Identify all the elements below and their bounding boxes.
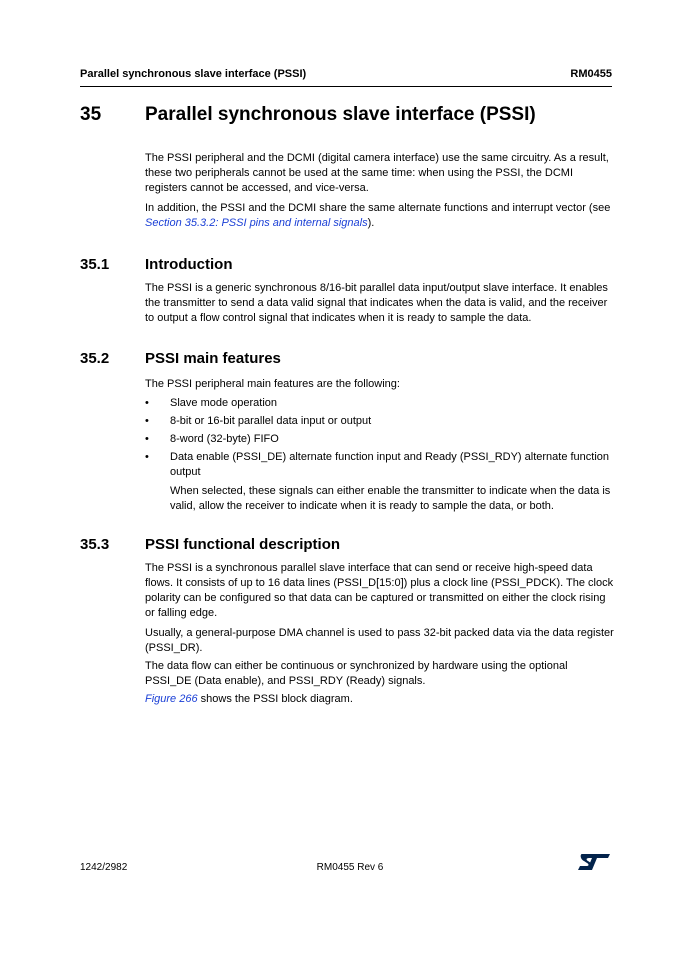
list-item-text: Data enable (PSSI_DE) alternate function input and Ready (PSSI_RDY) alternate function output: [170, 451, 610, 478]
st-logo-icon: [577, 852, 611, 877]
figure-link[interactable]: Figure 266: [145, 693, 198, 705]
list-item-text: 8-bit or 16-bit parallel data input or output: [170, 415, 372, 427]
st-logo-graphic: [577, 852, 611, 872]
section-link[interactable]: Section 35.3.2: PSSI pins and internal signals: [145, 217, 368, 229]
functional-paragraph-3: The data flow can either be continuous or synchronized by hardware using the optional PSSI_DE (Data enable), and PSSI_RDY (Ready) signals.: [145, 660, 568, 687]
running-header-title: Parallel synchronous slave interface (PSSI): [80, 68, 307, 80]
intro-text-end: ).: [367, 217, 375, 229]
list-item-text: Slave mode operation: [170, 397, 278, 409]
section-title-1: Introduction: [145, 256, 233, 273]
bullet-note: When selected, these signals can either enable the transmitter to indicate when the data is valid, allow the receiver to indicate when it is ready to sample the data, or both.: [170, 485, 611, 512]
section-title-2: PSSI main features: [145, 350, 281, 367]
list-item-text: 8-word (32-byte) FIFO: [170, 433, 279, 445]
functional-paragraph-2: Usually, a general-purpose DMA channel is used to pass 32-bit packed data via the data register (PSSI_DR).: [145, 627, 614, 654]
chapter-title: Parallel synchronous slave interface (PSSI): [145, 104, 536, 125]
intro-paragraph-1: The PSSI peripheral and the DCMI (digital camera interface) use the same circuitry. As a result, these two peripherals cannot be used at the same time: when using the PSSI, the DCMI registers cannot be accessed, and vice-versa.: [145, 152, 609, 194]
functional-paragraph-1: The PSSI is a synchronous parallel slave interface that can send or receive high-speed data flows. It consists of up to 16 data lines (PSSI_D[15:0]) plus a clock line (PSSI_PDCK). The clock polarity can be configured so that data can be captured or transmitted on either the clock rising or falling edge.: [145, 562, 614, 619]
features-lead: The PSSI peripheral main features are the following:: [145, 378, 400, 390]
section-number-1: 35.1: [80, 256, 110, 273]
section-number-2: 35.2: [80, 350, 110, 367]
header-rule: [80, 86, 612, 87]
intro-text: In addition, the PSSI and the DCMI share the same alternate functions and interrupt vector (see: [145, 202, 611, 214]
page-number: 1242/2982: [80, 862, 128, 873]
document-revision: RM0455 Rev 6: [316, 862, 384, 873]
bullet-icon: •: [145, 433, 149, 445]
running-header-docid: RM0455: [570, 68, 612, 80]
section-title-3: PSSI functional description: [145, 536, 341, 553]
introduction-paragraph: The PSSI is a generic synchronous 8/16-bit parallel data input/output slave interface. It enables the transmitter to send a data valid signal that indicates when the data is valid, and the receiver to output a flow control signal that indicates when it is ready to sample the data.: [145, 282, 608, 324]
bullet-icon: •: [145, 451, 149, 463]
bullet-icon: •: [145, 397, 149, 409]
figure-ref-text: shows the PSSI block diagram.: [197, 693, 353, 705]
bullet-icon: •: [145, 415, 149, 427]
chapter-number: 35: [80, 104, 102, 125]
section-number-3: 35.3: [80, 536, 110, 553]
functional-paragraph-4: [145, 692, 615, 707]
intro-paragraph-2: [145, 201, 615, 231]
